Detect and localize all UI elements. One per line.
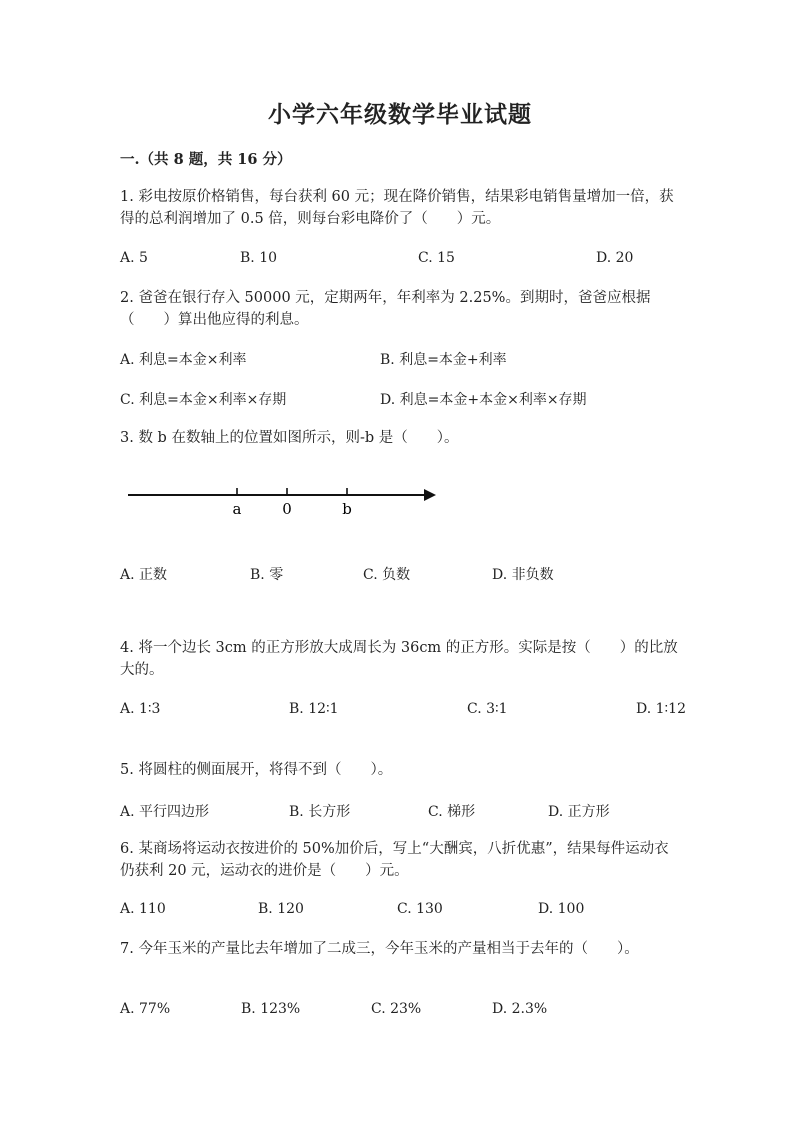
question-7-option-b[interactable]: B. 123% bbox=[241, 1001, 301, 1017]
question-1-option-b[interactable]: B. 10 bbox=[240, 250, 278, 266]
question-5-option-d[interactable]: D. 正方形 bbox=[548, 804, 610, 820]
question-4-option-a[interactable]: A. 1∶3 bbox=[120, 701, 161, 717]
page-title: 小学六年级数学毕业试题 bbox=[268, 101, 532, 128]
number-line-label-b: b bbox=[342, 500, 352, 518]
number-line-arrow bbox=[424, 489, 436, 501]
question-3-option-c[interactable]: C. 负数 bbox=[363, 567, 411, 583]
question-6-option-c[interactable]: C. 130 bbox=[397, 901, 443, 917]
question-6-option-a[interactable]: A. 110 bbox=[120, 901, 166, 917]
question-6-option-b[interactable]: B. 120 bbox=[258, 901, 304, 917]
question-5-option-a[interactable]: A. 平行四边形 bbox=[120, 804, 210, 820]
question-1-stem: 1. 彩电按原价格销售，每台获利 60 元；现在降价销售，结果彩电销售量增加一倍，获得的总利润增加了 0.5 倍，则每台彩电降价了（ ）元。 bbox=[120, 189, 674, 227]
question-5-option-b[interactable]: B. 长方形 bbox=[289, 804, 351, 820]
number-line-label-a: a bbox=[232, 500, 242, 518]
question-5-option-c[interactable]: C. 梯形 bbox=[428, 804, 476, 820]
question-1-option-a[interactable]: A. 5 bbox=[120, 250, 148, 266]
question-4-option-d[interactable]: D. 1∶12 bbox=[636, 701, 686, 717]
question-2-stem: 2. 爸爸在银行存入 50000 元，定期两年，年利率为 2.25%。到期时，爸爸应根据（ ）算出他应得的利息。 bbox=[120, 290, 651, 328]
question-6-option-d[interactable]: D. 100 bbox=[538, 901, 585, 917]
question-4-option-c[interactable]: C. 3∶1 bbox=[467, 701, 508, 717]
question-2-option-c[interactable]: C. 利息=本金×利率×存期 bbox=[120, 392, 287, 408]
question-1-option-c[interactable]: C. 15 bbox=[418, 250, 455, 266]
question-1-option-d[interactable]: D. 20 bbox=[596, 250, 634, 266]
question-7-option-a[interactable]: A. 77% bbox=[120, 1001, 171, 1017]
question-2-option-a[interactable]: A. 利息=本金×利率 bbox=[120, 352, 247, 368]
question-7-option-c[interactable]: C. 23% bbox=[371, 1001, 422, 1017]
question-5-stem: 5. 将圆柱的侧面展开，将得不到（ ）。 bbox=[120, 762, 393, 778]
section-heading: 一.（共 8 题，共 16 分） bbox=[120, 151, 292, 168]
question-4-option-b[interactable]: B. 12∶1 bbox=[289, 701, 339, 717]
question-2-option-d[interactable]: D. 利息=本金+本金×利率×存期 bbox=[380, 392, 587, 408]
question-3-option-d[interactable]: D. 非负数 bbox=[492, 567, 554, 583]
question-3-option-a[interactable]: A. 正数 bbox=[120, 567, 168, 583]
question-2-option-b[interactable]: B. 利息=本金+利率 bbox=[380, 352, 507, 368]
question-6-stem: 6. 某商场将运动衣按进价的 50%加价后，写上“大酬宾，八折优惠”，结果每件运动衣仍获利 20 元，运动衣的进价是（ ）元。 bbox=[120, 841, 669, 879]
number-line bbox=[120, 478, 450, 528]
number-line-label-0: 0 bbox=[282, 500, 292, 518]
question-3-option-b[interactable]: B. 零 bbox=[250, 567, 284, 583]
question-7-stem: 7. 今年玉米的产量比去年增加了二成三，今年玉米的产量相当于去年的（ ）。 bbox=[120, 941, 639, 957]
question-7-option-d[interactable]: D. 2.3% bbox=[492, 1001, 548, 1017]
question-3-stem: 3. 数 b 在数轴上的位置如图所示，则-b 是（ ）。 bbox=[120, 430, 459, 446]
question-4-stem: 4. 将一个边长 3cm 的正方形放大成周长为 36cm 的正方形。实际是按（ ）的比放大的。 bbox=[120, 640, 678, 678]
